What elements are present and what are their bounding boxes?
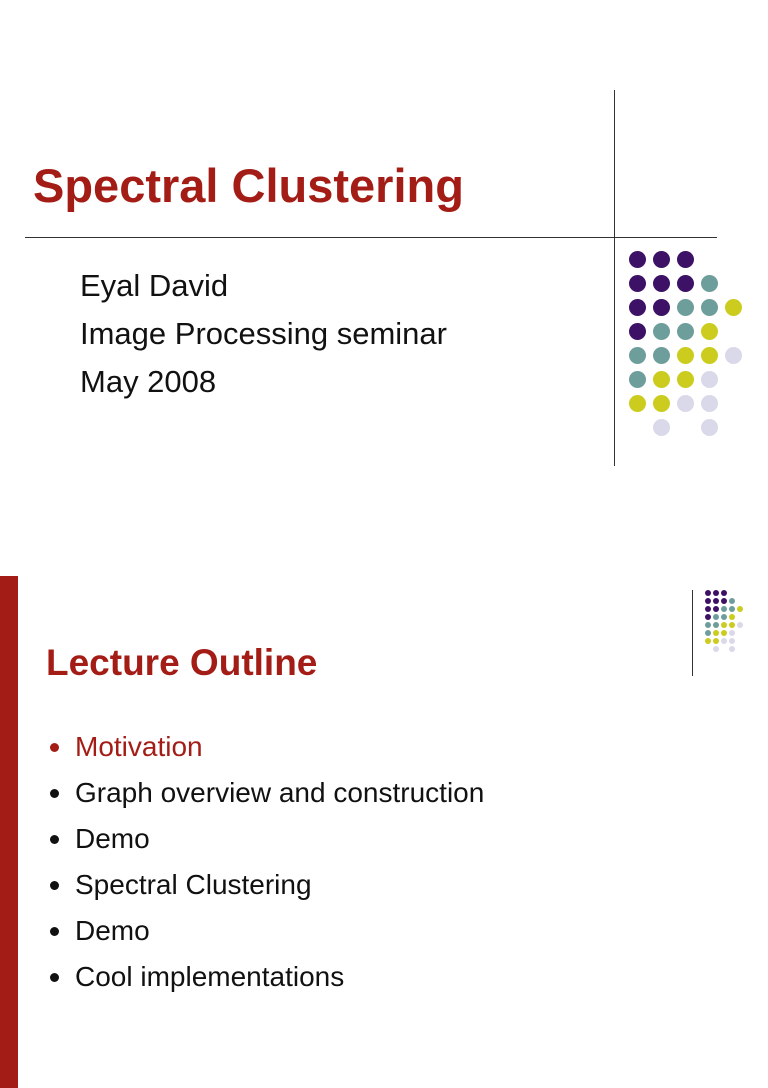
dot-icon — [705, 606, 711, 612]
dot-icon — [677, 251, 694, 268]
dot-icon — [701, 347, 718, 364]
dot-icon — [701, 323, 718, 340]
list-item — [50, 954, 484, 1000]
seminar-name: Image Processing seminar — [80, 316, 447, 351]
dot-icon — [729, 638, 735, 644]
dot-icon — [737, 622, 743, 628]
list-item-label: Spectral Clustering — [75, 869, 312, 900]
dot-icon — [721, 606, 727, 612]
dot-icon — [729, 598, 735, 604]
dot-icon — [705, 622, 711, 628]
list-item-label: Demo — [75, 823, 150, 854]
dot-icon — [705, 590, 711, 596]
dot-icon — [629, 275, 646, 292]
dot-icon — [629, 395, 646, 412]
presentation-date: May 2008 — [80, 364, 217, 399]
dot-icon — [701, 299, 718, 316]
dot-icon — [729, 630, 735, 636]
dot-icon — [677, 275, 694, 292]
dot-icon — [653, 395, 670, 412]
dot-icon — [653, 275, 670, 292]
dot-icon — [701, 275, 718, 292]
bullet-icon — [50, 835, 59, 844]
slide-title: Spectral Clustering — [33, 159, 464, 212]
dot-icon — [729, 614, 735, 620]
dot-icon — [721, 630, 727, 636]
dot-icon — [677, 323, 694, 340]
dot-icon — [705, 614, 711, 620]
dot-icon — [713, 614, 719, 620]
dot-icon — [721, 638, 727, 644]
dot-icon — [721, 590, 727, 596]
list-item — [50, 862, 484, 908]
dot-icon — [713, 638, 719, 644]
dot-icon — [629, 347, 646, 364]
list-item — [50, 816, 484, 862]
author-name: Eyal David — [80, 268, 229, 303]
dot-icon — [713, 598, 719, 604]
dot-icon — [721, 598, 727, 604]
list-item — [50, 908, 484, 954]
bullet-icon — [50, 973, 59, 982]
dot-icon — [653, 299, 670, 316]
dot-icon — [629, 251, 646, 268]
dot-icon — [677, 371, 694, 388]
dot-icon — [705, 638, 711, 644]
dot-icon — [729, 622, 735, 628]
bullet-icon — [50, 927, 59, 936]
subtitle-block — [80, 262, 447, 406]
dot-icon — [653, 371, 670, 388]
vertical-divider — [692, 590, 693, 676]
list-item — [50, 770, 484, 816]
dot-icon — [677, 299, 694, 316]
dot-icon — [701, 395, 718, 412]
dot-icon — [725, 347, 742, 364]
dot-icon — [653, 251, 670, 268]
dot-icon — [737, 606, 743, 612]
dot-icon — [729, 606, 735, 612]
accent-bar — [0, 576, 18, 1088]
list-item-label: Motivation — [75, 731, 203, 762]
list-item — [50, 724, 484, 770]
dot-icon — [677, 395, 694, 412]
bullet-icon — [50, 789, 59, 798]
dot-icon — [713, 590, 719, 596]
title-slide — [0, 0, 768, 512]
list-item-label: Demo — [75, 915, 150, 946]
dot-icon — [629, 299, 646, 316]
bullet-icon — [50, 743, 59, 752]
outline-slide — [0, 576, 768, 1088]
slide-title: Lecture Outline — [46, 642, 318, 683]
dot-icon — [629, 371, 646, 388]
bullet-icon — [50, 881, 59, 890]
dot-icon — [653, 347, 670, 364]
outline-list — [50, 724, 484, 1000]
dot-icon — [713, 606, 719, 612]
dot-icon — [705, 598, 711, 604]
dot-icon — [653, 419, 670, 436]
list-item-label: Graph overview and construction — [75, 777, 485, 808]
dot-icon — [629, 323, 646, 340]
dot-icon — [721, 622, 727, 628]
dot-icon — [713, 630, 719, 636]
dot-icon — [677, 347, 694, 364]
dot-icon — [701, 419, 718, 436]
list-item-label: Cool implementations — [75, 961, 345, 992]
dot-icon — [701, 371, 718, 388]
dot-icon — [713, 646, 719, 652]
vertical-divider — [614, 90, 615, 466]
dot-icon — [725, 299, 742, 316]
dot-icon — [653, 323, 670, 340]
dot-icon — [729, 646, 735, 652]
dot-icon — [721, 614, 727, 620]
dot-icon — [713, 622, 719, 628]
dot-icon — [705, 630, 711, 636]
